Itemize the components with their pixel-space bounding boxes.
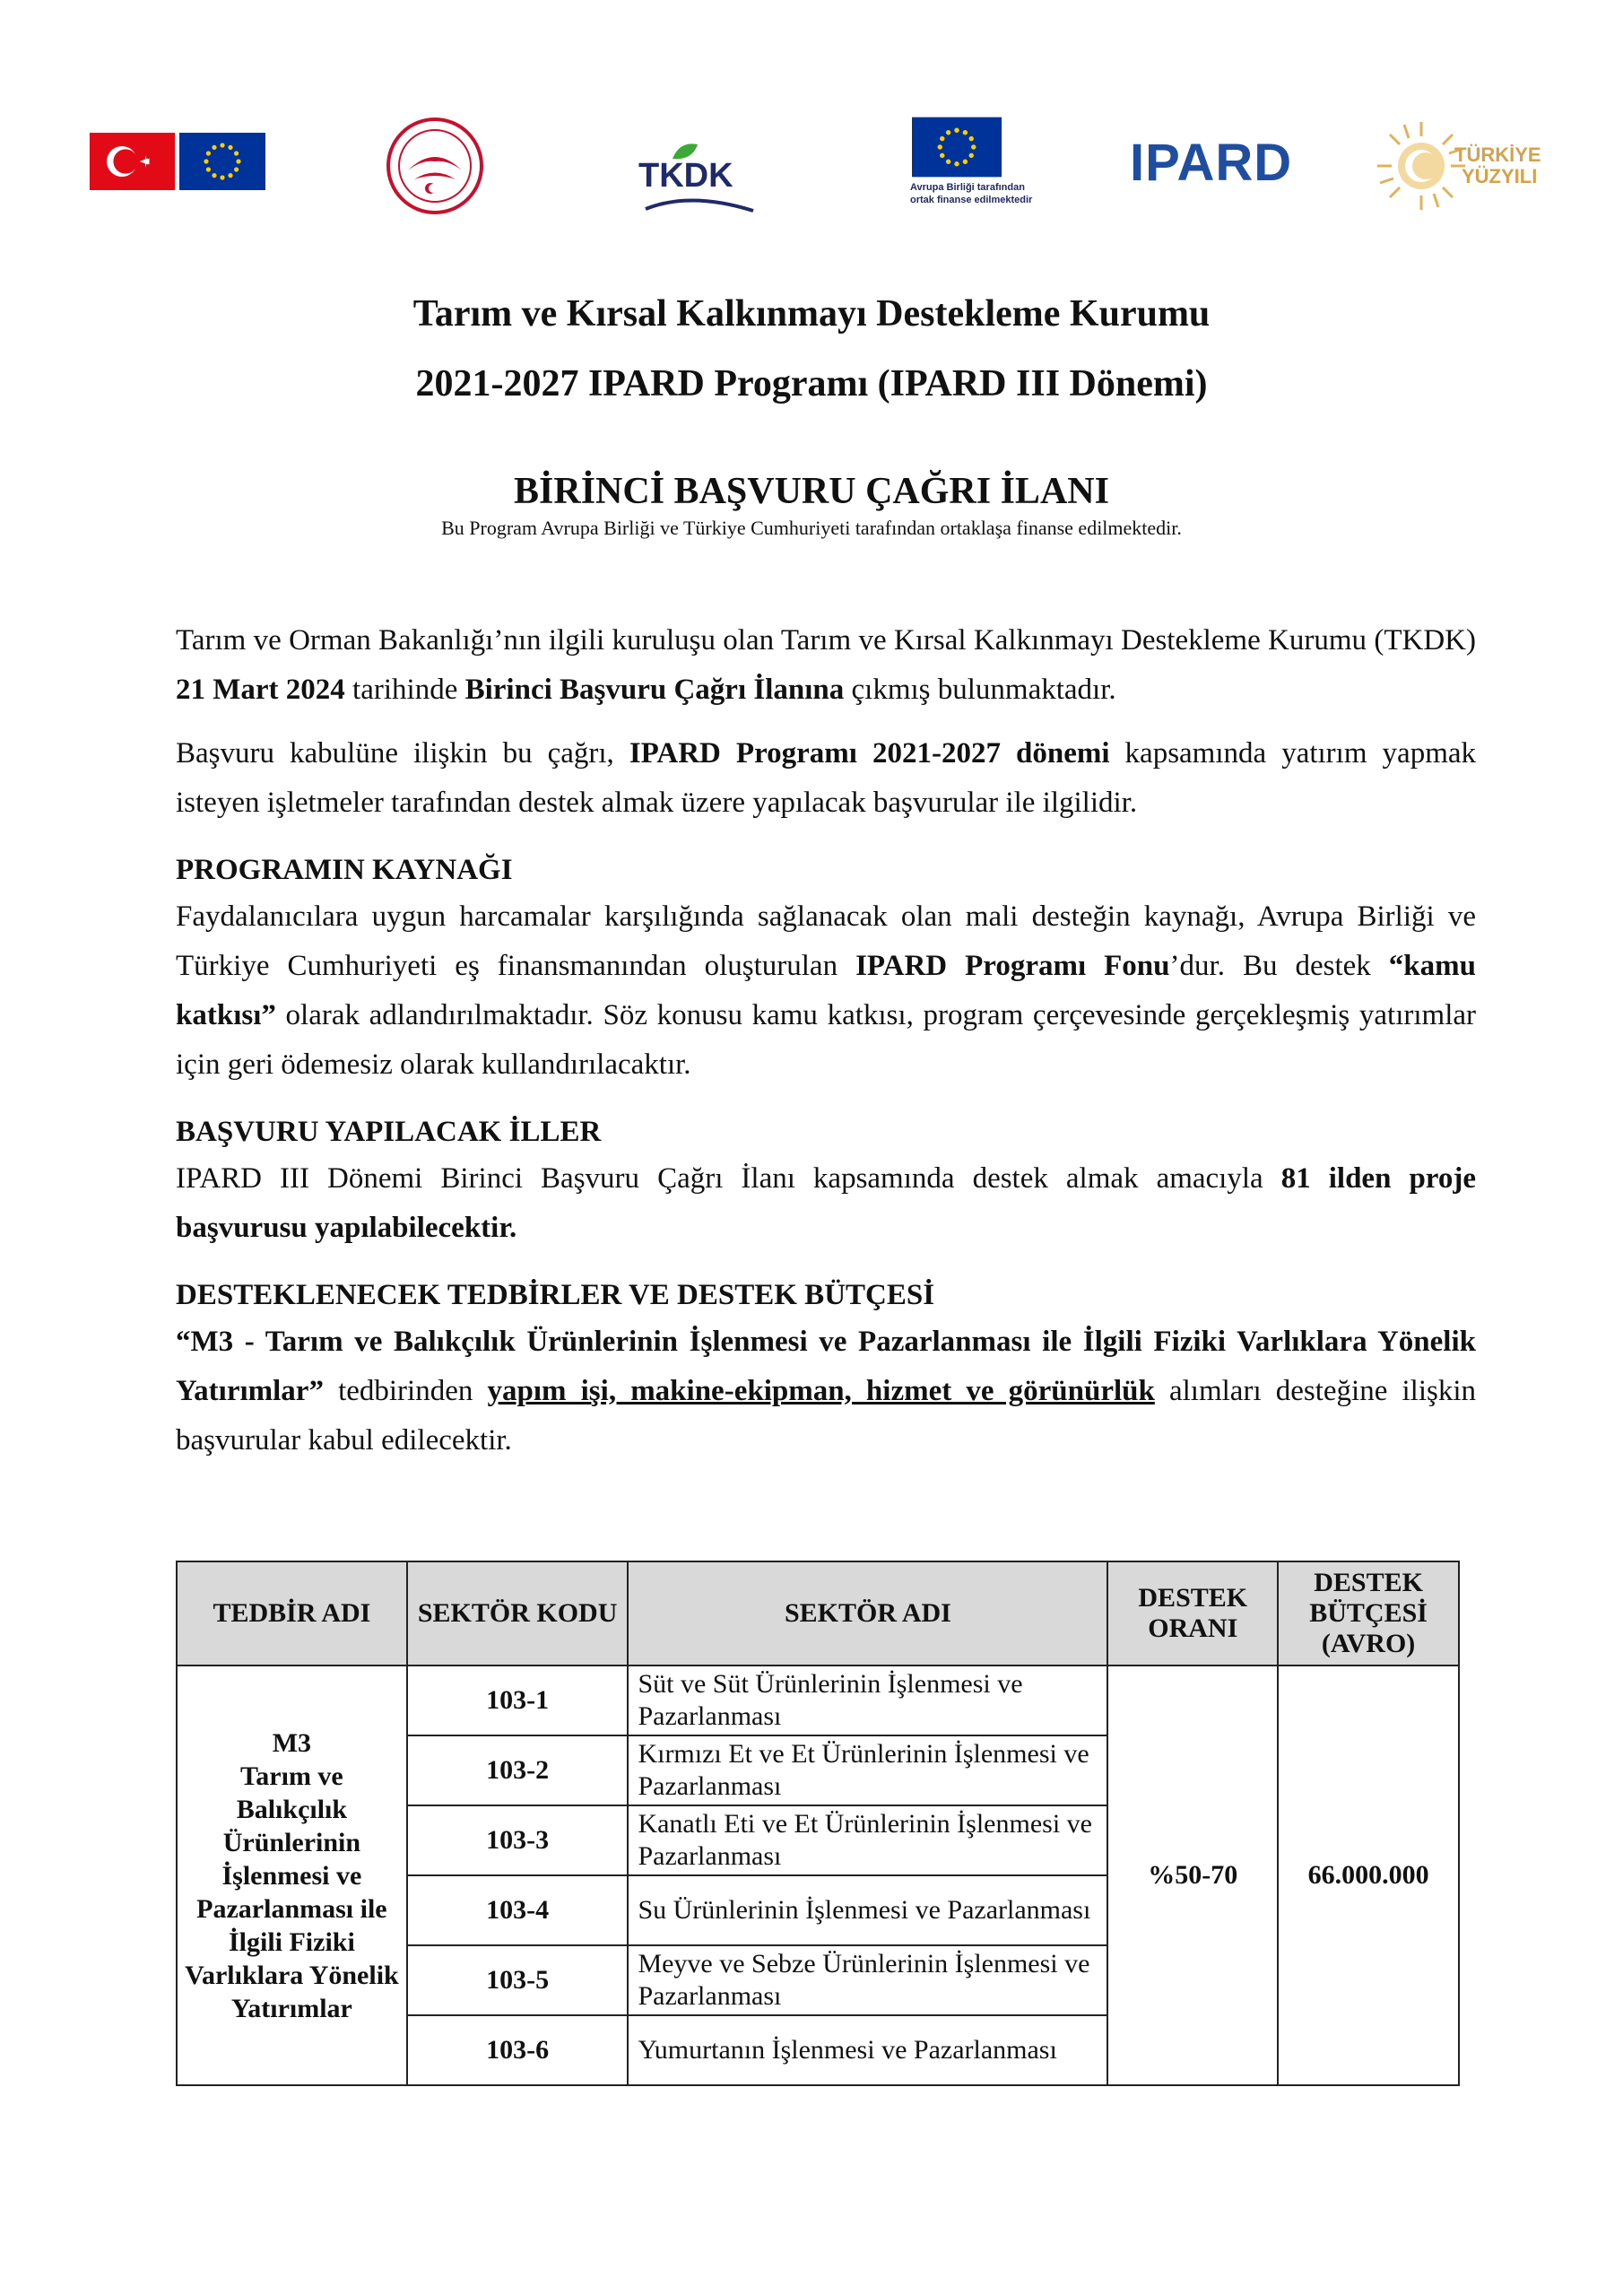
header-support-rate: DESTEK ORANI: [1107, 1561, 1278, 1665]
header-support-budget: DESTEK BÜTÇESİ (AVRO): [1278, 1561, 1459, 1665]
measure-title: Tarım ve Balıkçılık Ürünlerinin İşlenmesi ve Pazarlanması ile İlgili Fiziki Varlıklara Yönelik Yatırımlar: [185, 1761, 399, 2023]
sector-name: Kırmızı Et ve Et Ürünlerinin İşlenmesi ve Pazarlanması: [628, 1735, 1107, 1805]
section-heading-measures: DESTEKLENECEK TEDBİRLER VE DESTEK BÜTÇESİ: [176, 1279, 935, 1311]
eu-cofunded-caption: Avrupa Birliği tarafından ortak finanse edilmektedir: [910, 182, 1033, 205]
eu-flag-small-icon: [912, 117, 1002, 178]
sector-name: Kanatlı Eti ve Et Ürünlerinin İşlenmesi ve Pazarlanması: [628, 1805, 1107, 1875]
sector-name: Yumurtanın İşlenmesi ve Pazarlanması: [628, 2015, 1107, 2085]
header-sector-name: SEKTÖR ADI: [628, 1561, 1107, 1665]
logo-bar: [90, 117, 1542, 233]
sector-code: 103-5: [407, 1945, 629, 2015]
ipard-logo: IPARD: [1130, 134, 1293, 192]
document-header: [0, 289, 1623, 540]
sector-code: 103-3: [407, 1805, 629, 1875]
source-paragraph: Faydalanıcılara uygun harcamalar karşılığında sağlanacak olan mali desteğin kaynağı, Avrupa Birliği ve Türkiye Cumhuriyeti eş finansmanından oluşturulan IPARD Programı Fonu’dur. Bu destek “kamu katkısı” olarak adlandırılmaktadır. Söz konusu kamu katkısı, program çerçevesinde gerçekleşmiş yatırımlar için geri ödemesiz olarak kullandırılacaktır.: [176, 900, 1476, 1081]
turkey-flag-icon: [90, 133, 175, 190]
intro-paragraph-1: Tarım ve Orman Bakanlığı’nın ilgili kuruluşu olan Tarım ve Kırsal Kalkınmayı Destekleme Kurumu (TKDK) 21 Mart 2024 tarihinde Birinci Başvuru Çağrı İlanına çıkmış bulunmaktadır.: [176, 624, 1476, 706]
sector-code: 103-2: [407, 1735, 629, 1805]
header-sector-code: SEKTÖR KODU: [407, 1561, 629, 1665]
institution-title: Tarım ve Kırsal Kalkınmayı Destekleme Kurumu: [412, 293, 1211, 335]
section-heading-provinces: BAŞVURU YAPILACAK İLLER: [176, 1116, 602, 1148]
measures-paragraph: “M3 - Tarım ve Balıkçılık Ürünlerinin İşlenmesi ve Pazarlanması ile İlgili Fiziki Varlıklara Yönelik Yatırımlar” tedbirinden yapım işi, makine-ekipman, hizmet ve görünürlük alımları desteğine ilişkin başvurular kabul edilecektir.: [176, 1326, 1476, 1457]
section-heading-source: PROGRAMIN KAYNAĞI: [176, 854, 513, 886]
turkiye-yuzyili-text-1: TÜRKİYE: [1454, 144, 1541, 166]
measure-name-cell: [177, 1665, 407, 2085]
turkiye-yuzyili-logo: [1372, 117, 1542, 215]
measures-table: [176, 1561, 1460, 2086]
header-measure-name: TEDBİR ADI: [177, 1561, 407, 1665]
turkiye-yuzyili-text-2: YÜZYILI: [1462, 165, 1538, 187]
funding-note: Bu Program Avrupa Birliği ve Türkiye Cumhuriyeti tarafından ortaklaşa finanse edilmektedir.: [441, 517, 1182, 539]
tkdk-logo-text: TKDK: [638, 157, 733, 195]
provinces-paragraph: IPARD III Dönemi Birinci Başvuru Çağrı İlanı kapsamında destek almak amacıyla 81 ilden proje başvurusu yapılabilecektir.: [176, 1162, 1476, 1244]
program-title: 2021-2027 IPARD Programı (IPARD III Dönemi): [415, 363, 1208, 404]
intro-paragraph-2: Başvuru kabulüne ilişkin bu çağrı, IPARD Programı 2021-2027 dönemi kapsamında yatırım yapmak isteyen işletmeler tarafından destek almak üzere yapılacak başvurular ile ilgilidir.: [176, 737, 1477, 819]
eu-flag-icon: [179, 133, 265, 190]
tkdk-logo: [610, 139, 758, 220]
ministry-emblem-icon: [386, 117, 484, 215]
sector-name: Süt ve Süt Ürünlerinin İşlenmesi ve Pazarlanması: [628, 1665, 1107, 1735]
sector-code: 103-4: [407, 1875, 629, 1945]
eu-cofunded-logo: [892, 117, 1036, 215]
announcement-title: BİRİNCİ BAŞVURU ÇAĞRI İLANI: [514, 471, 1109, 512]
sector-name: Meyve ve Sebze Ürünlerinin İşlenmesi ve Pazarlanması: [628, 1945, 1107, 2015]
sector-code: 103-1: [407, 1665, 629, 1735]
measure-code: M3: [272, 1727, 312, 1758]
support-budget: 66.000.000: [1278, 1665, 1459, 2085]
sector-code: 103-6: [407, 2015, 629, 2085]
sector-name: Su Ürünlerinin İşlenmesi ve Pazarlanması: [628, 1875, 1107, 1945]
table-header-row: [177, 1561, 1459, 1665]
table-row: [177, 1665, 1459, 1735]
support-rate: %50-70: [1107, 1665, 1278, 2085]
document-body: [176, 616, 1476, 1465]
